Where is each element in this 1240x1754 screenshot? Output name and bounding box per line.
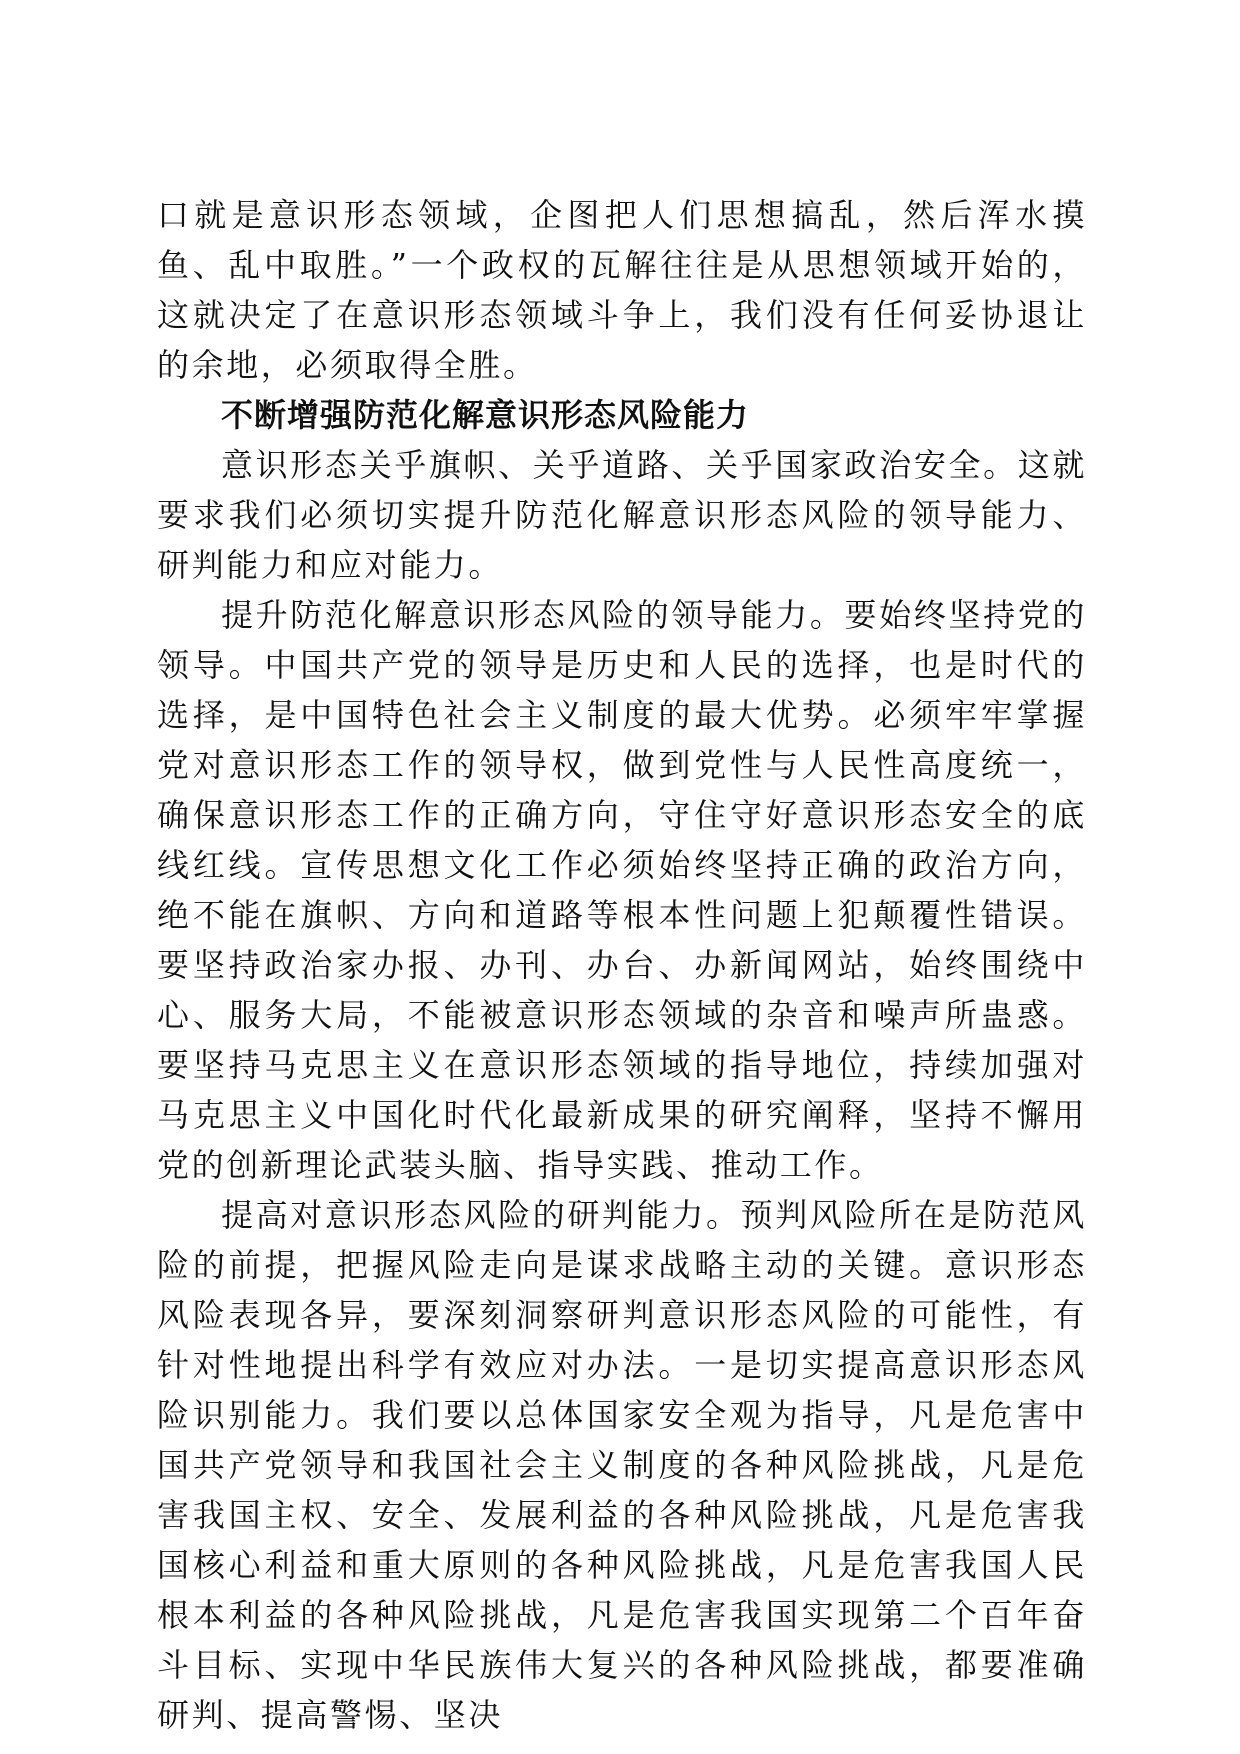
paragraph-leadership: 提升防范化解意识形态风险的领导能力。要始终坚持党的领导。中国共产党的领导是历史和人民的选择，也是时代的选择，是中国特色社会主义制度的最大优势。必须牢牢掌握党对意识形态工作的领导权，做到党性与人民性高度统一，确保意识形态工作的正确方向，守住守好意识形态安全的底线红线。宣传思想文化工作必须始终坚持正确的政治方向，绝不能在旗帜、方向和道路等根本性问题上犯颠覆性错误。要坚持政治家办报、办刊、办台、办新闻网站，始终围绕中心、服务大局，不能被意识形态领域的杂音和噪声所蛊惑。要坚持马克思主义在意识形态领域的指导地位，持续加强对马克思主义中国化时代化最新成果的研究阐释，坚持不懈用党的创新理论武装头脑、指导实践、推动工作。 — [157, 596, 1087, 1184]
paragraph-assessment: 提高对意识形态风险的研判能力。预判风险所在是防范风险的前提，把握风险走向是谋求战略主动的关键。意识形态风险表现各异，要深刻洞察研判意识形态风险的可能性，有针对性地提出科学有效应对办法。一是切实提高意识形态风险识别能力。我们要以总体国家安全观为指导，凡是危害中国共产党领导和我国社会主义制度的各种风险挑战，凡是危害我国主权、安全、发展利益的各种风险挑战，凡是危害我国核心利益和重大原则的各种风险挑战，凡是危害我国人民根本利益的各种风险挑战，凡是危害我国实现第二个百年奋斗目标、实现中华民族伟大复兴的各种风险挑战，都要准确研判、提高警惕、坚决 — [157, 1196, 1087, 1734]
document-body — [157, 190, 1087, 1740]
paragraph-continuation: 口就是意识形态领域，企图把人们思想搞乱，然后浑水摸鱼、乱中取胜。”一个政权的瓦解往往是从思想领域开始的，这就决定了在意识形态领域斗争上，我们没有任何妥协退让的余地，必须取得全胜。 — [157, 196, 1087, 384]
section-heading: 不断增强防范化解意识形态风险能力 — [221, 396, 750, 434]
paragraph-intro: 意识形态关乎旗帜、关乎道路、关乎国家政治安全。这就要求我们必须切实提升防范化解意识形态风险的领导能力、研判能力和应对能力。 — [157, 446, 1087, 584]
